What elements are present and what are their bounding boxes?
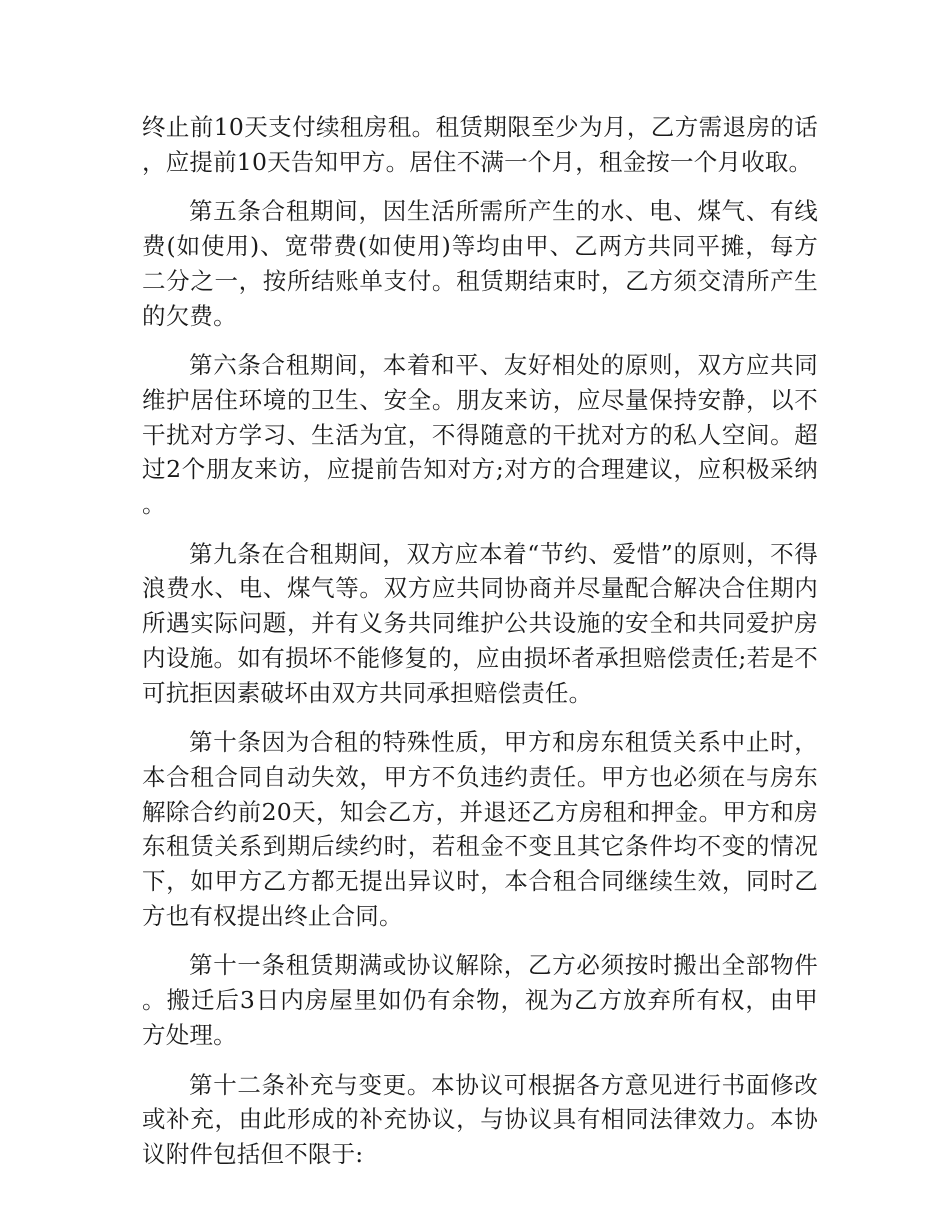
paragraph-article-9: 第九条在合租期间，双方应本着“节约、爱惜”的原则，不得浪费水、电、煤气等。双方应共同协商并尽量配合解决合住期内所遇实际问题，并有义务共同维护公共设施的安全和共同爱护房内设施。如有损坏不能修复的，应由损坏者承担赔偿责任;若是不可抗拒因素破坏由双方共同承担赔偿责任。	[142, 539, 818, 707]
paragraph-article-6: 第六条合租期间，本着和平、友好相处的原则，双方应共同维护居住环境的卫生、安全。朋友来访，应尽量保持安静，以不干扰对方学习、生活为宜，不得随意的干扰对方的私人空间。超过2个朋友来访，应提前告知对方;对方的合理建议，应积极采纳。	[142, 351, 818, 519]
document-body	[142, 110, 818, 1187]
paragraph-continuation: 终止前10天支付续租房租。租赁期限至少为月，乙方需退房的话，应提前10天告知甲方。居住不满一个月，租金按一个月收取。	[142, 113, 818, 176]
paragraph-article-11: 第十一条租赁期满或协议解除，乙方必须按时搬出全部物件。搬迁后3日内房屋里如仍有余物，视为乙方放弃所有权，由甲方处理。	[142, 951, 818, 1049]
paragraph-article-5: 第五条合租期间，因生活所需所产生的水、电、煤气、有线费(如使用)、宽带费(如使用)等均由甲、乙两方共同平摊，每方二分之一，按所结账单支付。租赁期结束时，乙方须交清所产生的欠费。	[142, 197, 818, 330]
paragraph-article-10: 第十条因为合租的特殊性质，甲方和房东租赁关系中止时，本合租合同自动失效，甲方不负违约责任。甲方也必须在与房东解除合约前20天，知会乙方，并退还乙方房租和押金。甲方和房东租赁关系到期后续约时，若租金不变且其它条件均不变的情况下，如甲方乙方都无提出异议时，本合租合同继续生效，同时乙方也有权提出终止合同。	[142, 728, 818, 930]
paragraph-article-12: 第十二条补充与变更。本协议可根据各方意见进行书面修改或补充，由此形成的补充协议，与协议具有相同法律效力。本协议附件包括但不限于:	[142, 1070, 818, 1168]
